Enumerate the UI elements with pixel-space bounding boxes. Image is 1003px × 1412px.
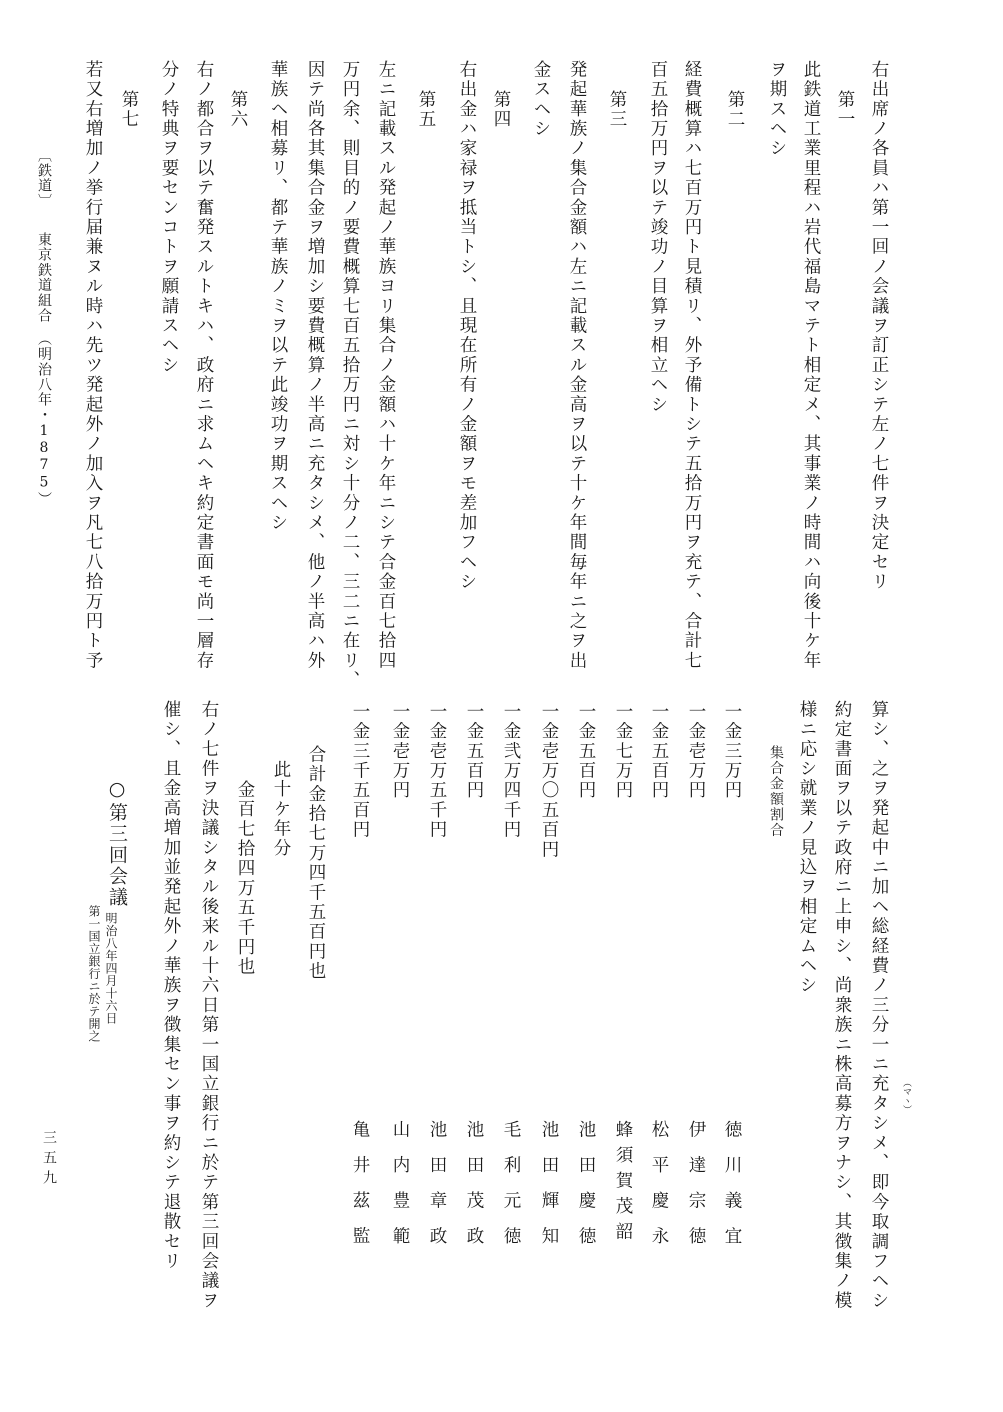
text-line: 右出金ハ家禄ヲ抵当トシ、且現在所有ノ金額ヲモ差加フヘシ <box>457 60 477 592</box>
contributor-name: 池田章政 <box>427 1120 447 1262</box>
amount: 一金壱万〇五百円 <box>539 702 559 860</box>
text-line: 催シ、且金高増加並発起外ノ華族ヲ徴集セン事ヲ約シテ退散セリ <box>161 700 181 1272</box>
text-line: 此鉄道工業里程ハ岩代福島マテト相定メ、其事業ノ時間ハ向後十ケ年 <box>801 60 821 671</box>
running-header <box>30 148 58 507</box>
contributor-name: 蜂須賀茂韶 <box>613 1120 633 1248</box>
text-line: ヲ期スヘシ <box>767 60 787 159</box>
text-line: 右出席ノ各員ハ第一回ノ会議ヲ訂正シテ左ノ七件ヲ決定セリ <box>869 60 889 592</box>
article-heading: 第七 <box>119 90 139 130</box>
text-line: 様ニ応シ就業ノ見込ヲ相定ムヘシ <box>797 700 817 996</box>
text-line: 若又右増加ノ挙行届兼ヌル時ハ先ツ発起外ノ加入ヲ凡七八拾万円ト予 <box>83 60 103 671</box>
total-line: 合計金拾七万四千五百円也 <box>306 745 326 982</box>
text-line: 分ノ特典ヲ要センコトヲ願請スヘシ <box>159 60 179 376</box>
text-line: 右ノ七件ヲ決議シタル後来ル十六日第一国立銀行ニ於テ第三回会議ヲ <box>199 700 219 1311</box>
contributor-name: 池田慶徳 <box>576 1120 596 1262</box>
amount: 一金弐万四千円 <box>501 702 521 840</box>
header-category: 〔鉄道〕 <box>36 148 52 202</box>
contributor-name: 徳川義宜 <box>722 1120 742 1262</box>
text-line: 因テ尚各其集合金ヲ増加シ要費概算ノ半高ニ充タシメ、他ノ半高ハ外 <box>305 60 325 671</box>
amount: 一金七万円 <box>613 702 633 801</box>
contributor-name: 亀井茲監 <box>350 1120 370 1262</box>
amount: 一金五百円 <box>576 702 596 801</box>
third-meeting-date: 明治八年四月十六日 <box>104 912 118 1025</box>
ten-year-total: 金百七拾四万五千円也 <box>235 780 255 977</box>
amount: 一金壱万五千円 <box>427 702 447 840</box>
third-meeting-title: ○第三回会議 <box>106 778 128 909</box>
text-line: 金スヘシ <box>531 60 551 139</box>
page-number: 三五九 <box>41 1130 57 1190</box>
text-line: 万円余、則目的ノ要費概算七百五拾万円ニ対シ十分ノ二、三二ニ在リ、 <box>340 60 360 691</box>
amount: 一金三千五百円 <box>350 702 370 840</box>
contributor-name: 毛利元徳 <box>501 1120 521 1262</box>
ma-note: （マヽ） <box>901 1078 911 1114</box>
contributor-name: 池田輝知 <box>539 1120 559 1262</box>
text-line: 約定書面ヲ以テ政府ニ上申シ、尚衆族ニ株高募方ヲナシ、其徴集ノ模 <box>832 700 852 1311</box>
amount: 一金壱万円 <box>686 702 706 801</box>
header-org: 東京鉄道組合 <box>36 232 52 324</box>
article-heading: 第四 <box>491 90 511 130</box>
contributor-name: 山内豊範 <box>390 1120 410 1262</box>
amount: 一金五百円 <box>649 702 669 801</box>
contributor-name: 松平慶永 <box>649 1120 669 1262</box>
contributor-name: 池田茂政 <box>464 1120 484 1262</box>
text-line: 発起華族ノ集合金額ハ左ニ記載スル金高ヲ以テ十ケ年間毎年ニ之ヲ出 <box>567 60 587 671</box>
article-heading: 第六 <box>228 90 248 130</box>
text-line: 百五拾万円ヲ以テ竣功ノ目算ヲ相立ヘシ <box>648 60 668 415</box>
text-line: 経費概算ハ七百万円ト見積リ、外予備トシテ五拾万円ヲ充テ、合計七 <box>682 60 702 671</box>
third-meeting-place: 第一国立銀行ニ於テ開之 <box>87 905 101 1043</box>
text-line: 右ノ都合ヲ以テ奮発スルトキハ、政府ニ求ムヘキ約定書面モ尚一層存 <box>194 60 214 671</box>
amount: 一金五百円 <box>464 702 484 801</box>
ten-year-label: 此十ケ年分 <box>271 760 291 859</box>
article-heading: 第三 <box>607 90 627 130</box>
text-line: 算シ、之ヲ発起中ニ加ヘ総経費ノ三分一ニ充タシメ、即今取調フヘシ <box>869 700 889 1311</box>
text-line: 華族ヘ相募リ、都テ華族ノミヲ以テ此竣功ヲ期スヘシ <box>268 60 288 533</box>
contribution-header: 集合金額割合 <box>768 745 784 838</box>
header-period: （明治八年・1875） <box>36 338 52 507</box>
article-heading: 第二 <box>725 90 745 130</box>
amount: 一金壱万円 <box>390 702 410 801</box>
amount: 一金三万円 <box>722 702 742 801</box>
contributor-name: 伊達宗徳 <box>686 1120 706 1262</box>
text-line: 左ニ記載スル発起ノ華族ヨリ集合ノ金額ハ十ケ年ニシテ合金百七拾四 <box>376 60 396 671</box>
article-heading: 第五 <box>416 90 436 130</box>
article-heading: 第一 <box>835 90 855 130</box>
